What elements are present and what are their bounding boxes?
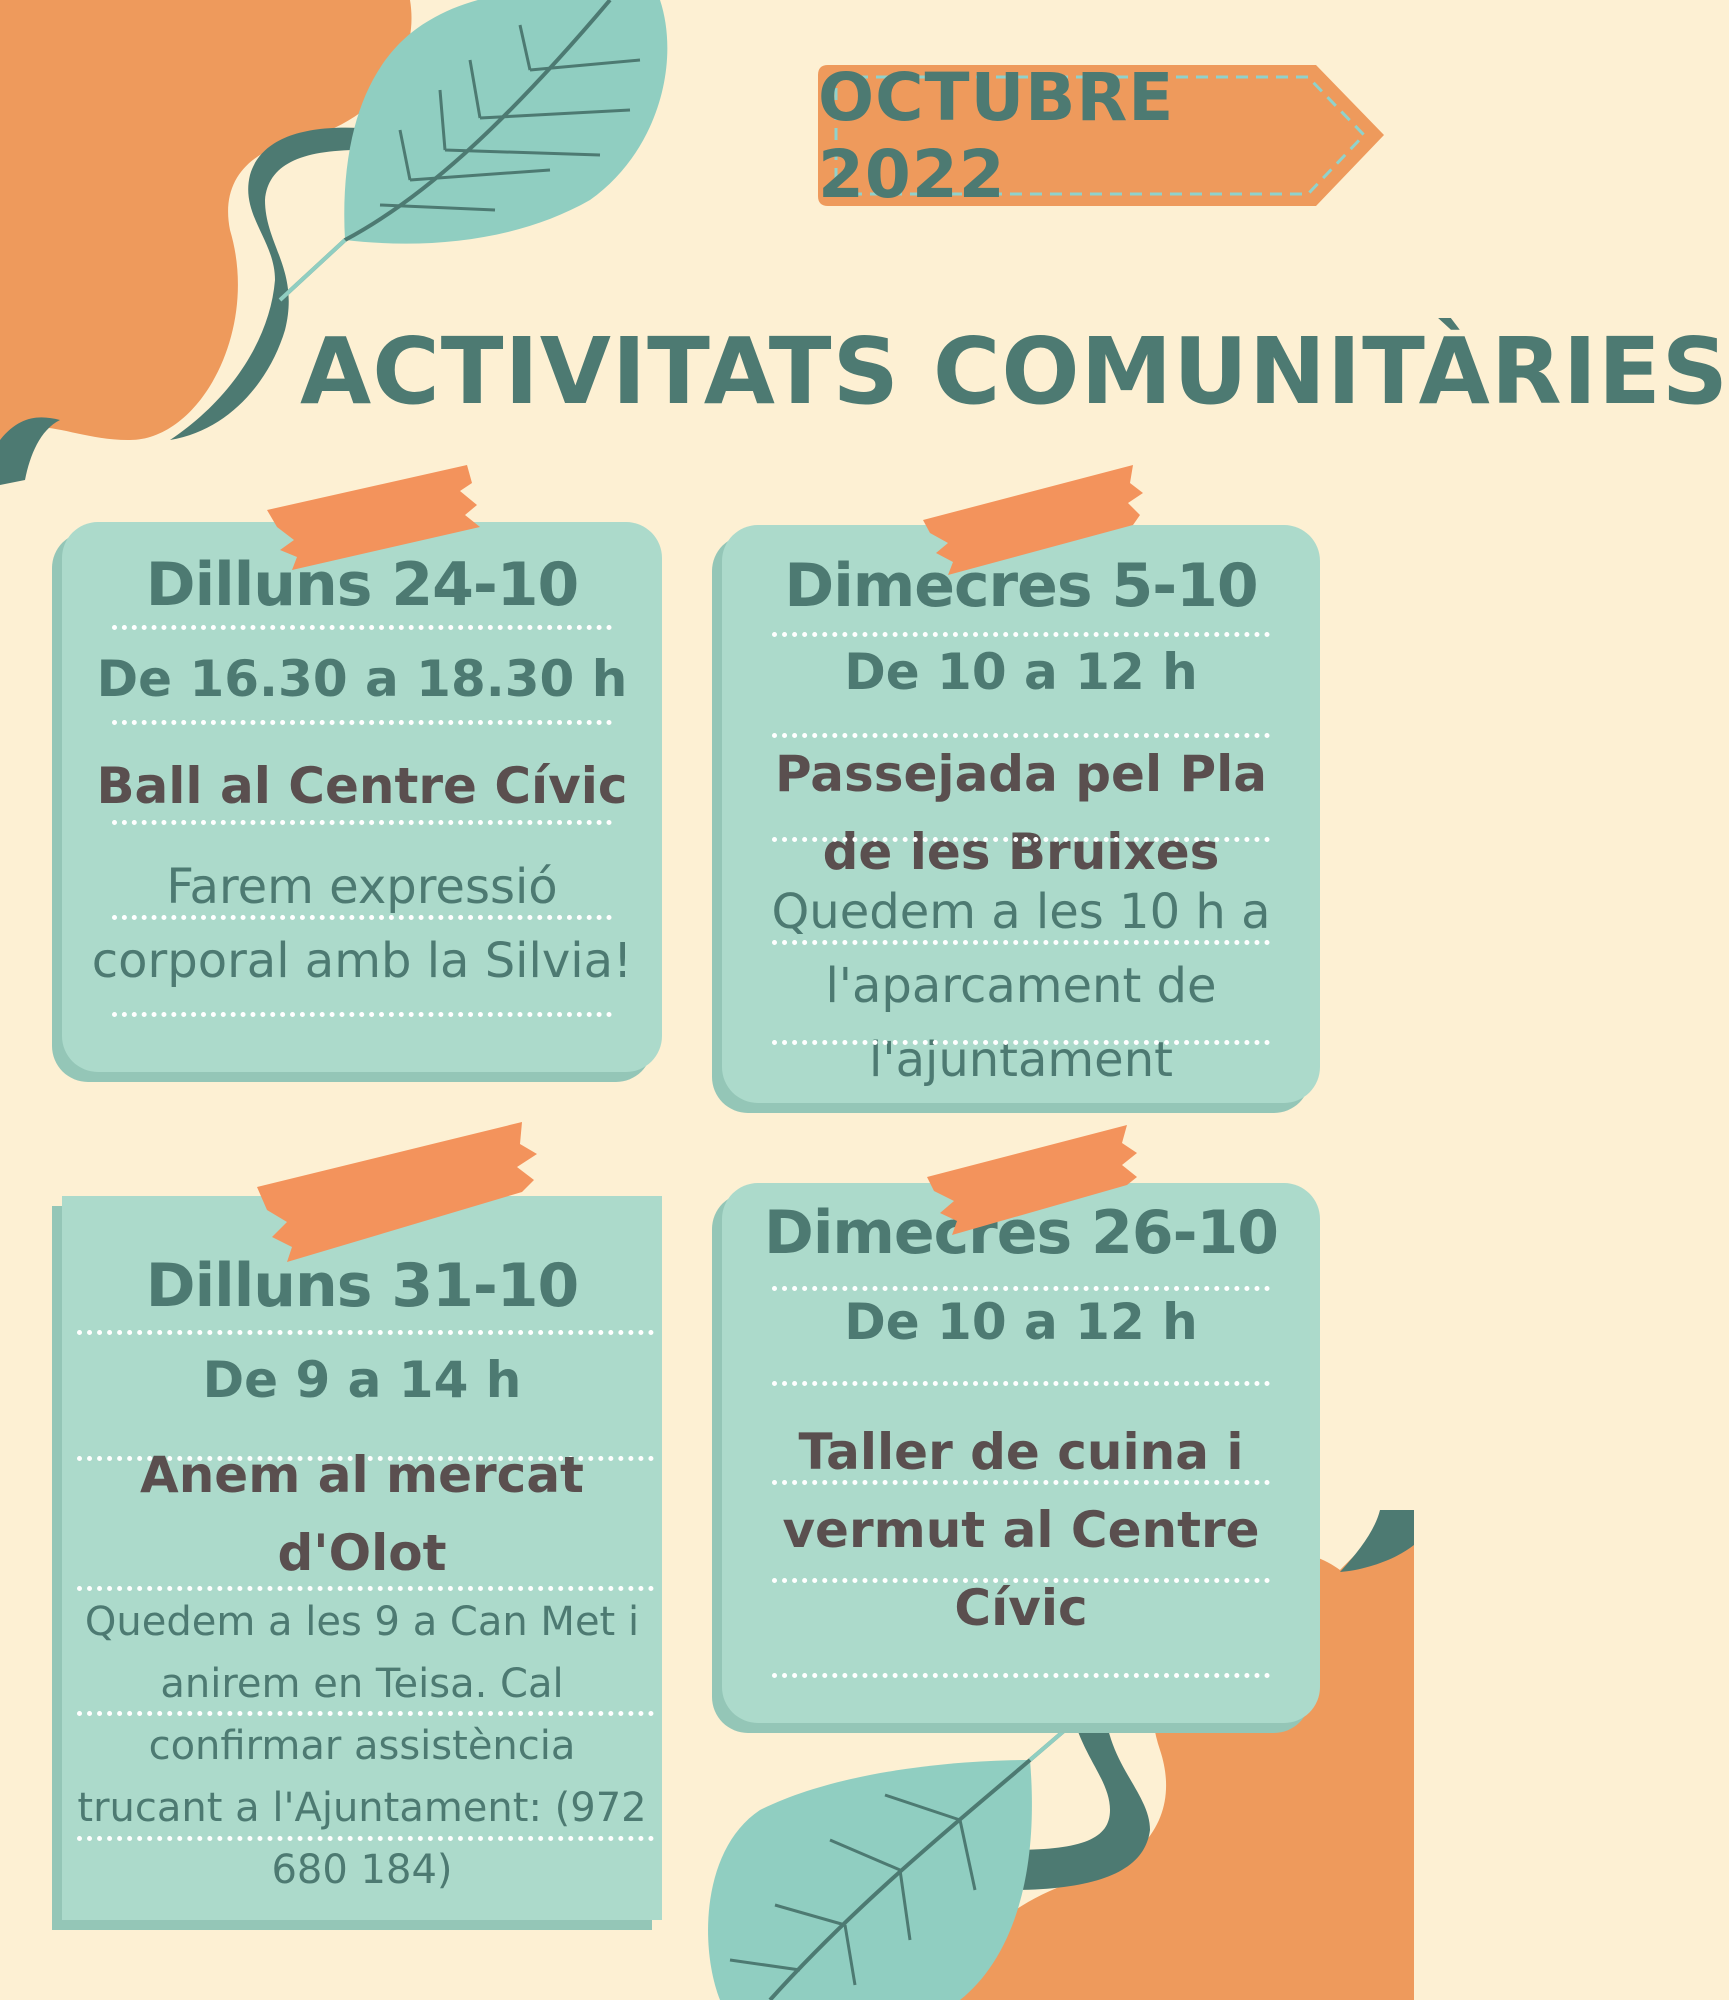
- dotted-divider: [772, 940, 1270, 945]
- card-activity: Anem al mercat d'Olot: [140, 1446, 584, 1582]
- dotted-divider: [772, 1673, 1270, 1678]
- dotted-divider: [112, 720, 612, 725]
- dotted-divider: [772, 1480, 1270, 1485]
- card-time: De 16.30 a 18.30 h: [96, 650, 628, 708]
- dotted-divider: [772, 1381, 1270, 1386]
- month-label: OCTUBRE 2022: [818, 58, 1175, 213]
- dotted-divider: [77, 1711, 654, 1716]
- card-description: Quedem a les 10 h a l'aparcament de l'ajuntament: [771, 884, 1271, 1088]
- activity-card: [62, 522, 662, 1072]
- dotted-divider: [772, 837, 1270, 842]
- activity-card: [722, 525, 1320, 1103]
- dotted-divider: [772, 1286, 1270, 1291]
- tape-strip: [922, 1125, 1142, 1235]
- activity-card: [62, 1196, 662, 1920]
- card-time: De 10 a 12 h: [844, 1293, 1198, 1351]
- activity-card: [722, 1183, 1320, 1723]
- card-activity: Taller de cuina i vermut al Centre Cívic: [782, 1423, 1260, 1637]
- card-description: Quedem a les 9 a Can Met i anirem en Teisa. Cal confirmar assistència trucant a l'Ajuntament: (972 680 184): [77, 1599, 647, 1893]
- card-day: Dilluns 24-10: [145, 550, 579, 620]
- card-day: Dilluns 31-10: [145, 1251, 579, 1321]
- card-description: Farem expressió corporal amb la Silvia!: [91, 859, 633, 989]
- dotted-divider: [112, 915, 612, 920]
- month-tag: [818, 58, 1384, 213]
- card-day: Dimecres 26-10: [764, 1198, 1278, 1268]
- card-activity: Ball al Centre Cívic: [96, 757, 628, 815]
- card-day: Dimecres 5-10: [784, 551, 1258, 621]
- dotted-divider: [772, 1040, 1270, 1045]
- card-activity: Passejada pel Pla de les Bruixes: [774, 745, 1268, 881]
- dotted-divider: [77, 1330, 654, 1335]
- dotted-divider: [772, 1578, 1270, 1583]
- tape-strip: [262, 465, 487, 570]
- page-title: ACTIVITATS COMUNITÀRIES: [300, 318, 1729, 425]
- dotted-divider: [112, 625, 612, 630]
- card-time: De 9 a 14 h: [202, 1351, 522, 1409]
- dotted-divider: [772, 632, 1270, 637]
- tape-strip: [918, 465, 1148, 575]
- dotted-divider: [77, 1836, 654, 1841]
- tape-strip: [252, 1122, 542, 1262]
- card-time: De 10 a 12 h: [844, 643, 1198, 701]
- dotted-divider: [112, 1012, 612, 1017]
- dotted-divider: [112, 820, 612, 825]
